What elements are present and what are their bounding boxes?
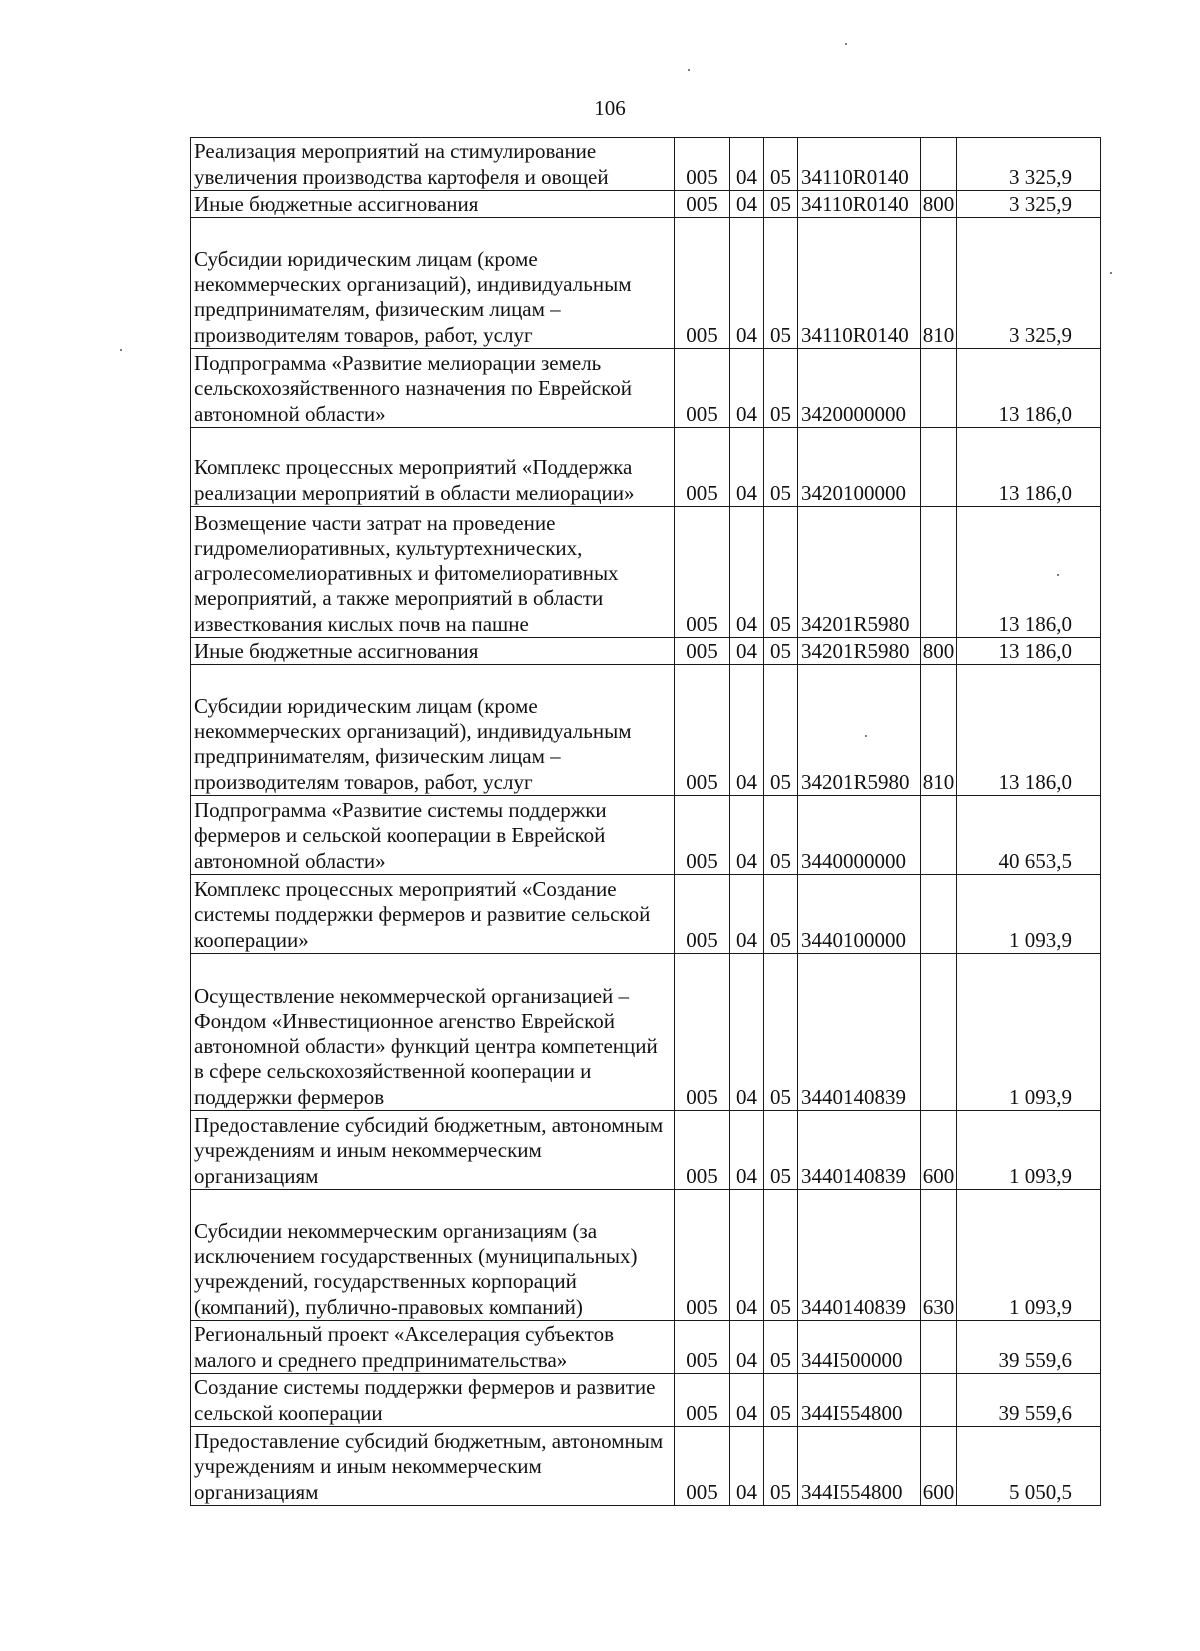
amount: 1 093,9: [957, 1111, 1101, 1190]
amount: 13 186,0: [957, 349, 1101, 428]
subsection-code: 05: [764, 507, 798, 638]
target-article-code: 344I554800: [798, 1374, 921, 1427]
table-row: [191, 507, 1101, 638]
section-code: 04: [730, 138, 764, 191]
table-row: [191, 191, 1101, 218]
ved-code: 005: [675, 638, 730, 665]
table-row: [191, 1190, 1101, 1321]
subsection-code: 05: [764, 954, 798, 1111]
target-article-code: 34201R5980: [798, 638, 921, 665]
target-article-code: 3440140839: [798, 1190, 921, 1321]
subsection-code: 05: [764, 349, 798, 428]
ved-code: 005: [675, 875, 730, 954]
amount: 5 050,5: [957, 1427, 1101, 1506]
scan-speck: [1110, 272, 1112, 274]
table-row: [191, 875, 1101, 954]
ved-code: 005: [675, 954, 730, 1111]
table-row: [191, 796, 1101, 875]
amount: 39 559,6: [957, 1321, 1101, 1374]
expense-type-code: 800: [921, 191, 957, 218]
target-article-code: 34110R0140: [798, 218, 921, 349]
row-name: Субсидии юридическим лицам (кроме некоммерческих организаций), индивидуальным предпринимателям, физическим лицам – производителям товаров, работ, услуг: [191, 218, 675, 349]
expense-type-code: 600: [921, 1111, 957, 1190]
expense-type-code: 810: [921, 665, 957, 796]
section-code: 04: [730, 1374, 764, 1427]
budget-table: [190, 137, 1101, 1506]
expense-type-code: [921, 796, 957, 875]
row-name: Иные бюджетные ассигнования: [191, 638, 675, 665]
row-name: Предоставление субсидий бюджетным, автономным учреждениям и иным некоммерческим организациям: [191, 1111, 675, 1190]
target-article-code: 3420100000: [798, 428, 921, 507]
amount: 13 186,0: [957, 638, 1101, 665]
subsection-code: 05: [764, 218, 798, 349]
subsection-code: 05: [764, 191, 798, 218]
table-row: [191, 638, 1101, 665]
subsection-code: 05: [764, 1190, 798, 1321]
ved-code: 005: [675, 349, 730, 428]
row-name: Реализация мероприятий на стимулирование увеличения производства картофеля и овощей: [191, 138, 675, 191]
section-code: 04: [730, 191, 764, 218]
subsection-code: 05: [764, 138, 798, 191]
amount: 13 186,0: [957, 665, 1101, 796]
section-code: 04: [730, 875, 764, 954]
subsection-code: 05: [764, 1427, 798, 1506]
row-name: Субсидии юридическим лицам (кроме некоммерческих организаций), индивидуальным предпринимателям, физическим лицам – производителям товаров, работ, услуг: [191, 665, 675, 796]
subsection-code: 05: [764, 638, 798, 665]
subsection-code: 05: [764, 1321, 798, 1374]
expense-type-code: [921, 875, 957, 954]
amount: 39 559,6: [957, 1374, 1101, 1427]
table-row: [191, 1111, 1101, 1190]
amount: 1 093,9: [957, 954, 1101, 1111]
expense-type-code: [921, 954, 957, 1111]
expense-type-code: [921, 1374, 957, 1427]
row-name: Комплекс процессных мероприятий «Поддержка реализации мероприятий в области мелиорации»: [191, 428, 675, 507]
table-row: [191, 665, 1101, 796]
target-article-code: 34201R5980: [798, 665, 921, 796]
row-name: Субсидии некоммерческим организациям (за исключением государственных (муниципальных) учреждений, государственных корпораций (компаний), публично-правовых компаний): [191, 1190, 675, 1321]
target-article-code: 3440140839: [798, 1111, 921, 1190]
expense-type-code: 600: [921, 1427, 957, 1506]
ved-code: 005: [675, 191, 730, 218]
scan-speck: [845, 43, 847, 45]
amount: 3 325,9: [957, 138, 1101, 191]
row-name: Осуществление некоммерческой организацией – Фондом «Инвестиционное агенство Еврейской автономной области» функций центра компетенций в сфере сельскохозяйственной кооперации и поддержки фермеров: [191, 954, 675, 1111]
table-row: [191, 138, 1101, 191]
ved-code: 005: [675, 507, 730, 638]
target-article-code: 344I554800: [798, 1427, 921, 1506]
ved-code: 005: [675, 1111, 730, 1190]
ved-code: 005: [675, 1321, 730, 1374]
section-code: 04: [730, 349, 764, 428]
table-row: [191, 349, 1101, 428]
ved-code: 005: [675, 138, 730, 191]
ved-code: 005: [675, 218, 730, 349]
subsection-code: 05: [764, 428, 798, 507]
amount: 3 325,9: [957, 191, 1101, 218]
ved-code: 005: [675, 1190, 730, 1321]
section-code: 04: [730, 218, 764, 349]
amount: 13 186,0: [957, 428, 1101, 507]
amount: 40 653,5: [957, 796, 1101, 875]
table-row: [191, 1321, 1101, 1374]
row-name: Подпрограмма «Развитие мелиорации земель сельскохозяйственного назначения по Еврейской автономной области»: [191, 349, 675, 428]
section-code: 04: [730, 1111, 764, 1190]
subsection-code: 05: [764, 665, 798, 796]
expense-type-code: 630: [921, 1190, 957, 1321]
expense-type-code: [921, 1321, 957, 1374]
target-article-code: 34110R0140: [798, 138, 921, 191]
row-name: Создание системы поддержки фермеров и развитие сельской кооперации: [191, 1374, 675, 1427]
table-row: [191, 428, 1101, 507]
subsection-code: 05: [764, 1111, 798, 1190]
row-name: Региональный проект «Акселерация субъектов малого и среднего предпринимательства»: [191, 1321, 675, 1374]
expense-type-code: 810: [921, 218, 957, 349]
target-article-code: 344I500000: [798, 1321, 921, 1374]
table-row: [191, 218, 1101, 349]
section-code: 04: [730, 428, 764, 507]
expense-type-code: [921, 138, 957, 191]
row-name: Подпрограмма «Развитие системы поддержки фермеров и сельской кооперации в Еврейской автономной области»: [191, 796, 675, 875]
row-name: Предоставление субсидий бюджетным, автономным учреждениям и иным некоммерческим организациям: [191, 1427, 675, 1506]
section-code: 04: [730, 638, 764, 665]
page-number: 106: [594, 96, 626, 120]
target-article-code: 34110R0140: [798, 191, 921, 218]
subsection-code: 05: [764, 796, 798, 875]
row-name: Возмещение части затрат на проведение гидромелиоративных, культуртехнических, агролесомелиоративных и фитомелиоративных мероприятий, а также мероприятий в области известкования кислых почв на пашне: [191, 507, 675, 638]
target-article-code: 3440000000: [798, 796, 921, 875]
target-article-code: 3420000000: [798, 349, 921, 428]
target-article-code: 3440140839: [798, 954, 921, 1111]
target-article-code: 34201R5980: [798, 507, 921, 638]
scan-speck: [120, 349, 122, 351]
expense-type-code: 800: [921, 638, 957, 665]
amount: 1 093,9: [957, 875, 1101, 954]
amount: 13 186,0: [957, 507, 1101, 638]
section-code: 04: [730, 1190, 764, 1321]
ved-code: 005: [675, 796, 730, 875]
row-name: Комплекс процессных мероприятий «Создание системы поддержки фермеров и развитие сельской кооперации»: [191, 875, 675, 954]
ved-code: 005: [675, 428, 730, 507]
ved-code: 005: [675, 665, 730, 796]
section-code: 04: [730, 665, 764, 796]
scan-speck: [1057, 574, 1059, 576]
amount: 1 093,9: [957, 1190, 1101, 1321]
row-name: Иные бюджетные ассигнования: [191, 191, 675, 218]
scan-speck: [688, 69, 690, 71]
expense-type-code: [921, 428, 957, 507]
target-article-code: 3440100000: [798, 875, 921, 954]
table-body: [191, 138, 1101, 1506]
section-code: 04: [730, 1427, 764, 1506]
expense-type-code: [921, 349, 957, 428]
section-code: 04: [730, 954, 764, 1111]
ved-code: 005: [675, 1374, 730, 1427]
subsection-code: 05: [764, 875, 798, 954]
amount: 3 325,9: [957, 218, 1101, 349]
subsection-code: 05: [764, 1374, 798, 1427]
section-code: 04: [730, 1321, 764, 1374]
table-row: [191, 1374, 1101, 1427]
scan-speck: [865, 735, 867, 737]
section-code: 04: [730, 796, 764, 875]
table-row: [191, 1427, 1101, 1506]
table-row: [191, 954, 1101, 1111]
ved-code: 005: [675, 1427, 730, 1506]
section-code: 04: [730, 507, 764, 638]
expense-type-code: [921, 507, 957, 638]
